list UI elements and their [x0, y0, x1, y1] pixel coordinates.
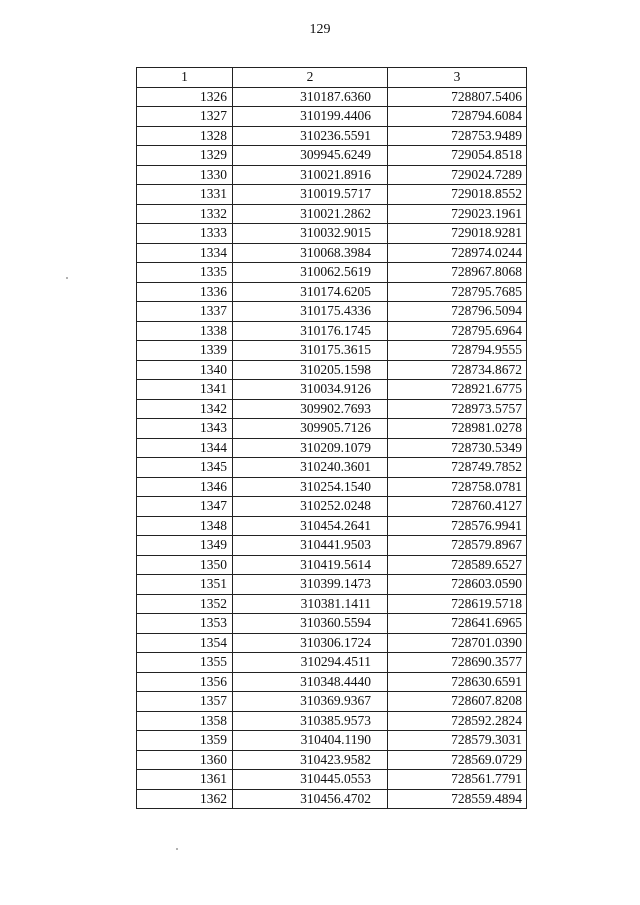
table-body — [137, 87, 527, 809]
x-coordinate-cell: 310456.4702 — [233, 789, 388, 809]
point-number-cell: 1358 — [137, 711, 233, 731]
y-coordinate-cell: 728579.8967 — [388, 536, 527, 556]
point-number-cell: 1352 — [137, 594, 233, 614]
table-row — [137, 224, 527, 244]
point-number-cell: 1342 — [137, 399, 233, 419]
table-row — [137, 516, 527, 536]
table-row — [137, 204, 527, 224]
table-row — [137, 653, 527, 673]
x-coordinate-cell: 310306.1724 — [233, 633, 388, 653]
x-coordinate-cell: 310445.0553 — [233, 770, 388, 790]
y-coordinate-cell: 728603.0590 — [388, 575, 527, 595]
point-number-cell: 1330 — [137, 165, 233, 185]
x-coordinate-cell: 310199.4406 — [233, 107, 388, 127]
y-coordinate-cell: 728794.6084 — [388, 107, 527, 127]
y-coordinate-cell: 728974.0244 — [388, 243, 527, 263]
y-coordinate-cell: 728760.4127 — [388, 497, 527, 517]
table-row — [137, 692, 527, 712]
table-row — [137, 302, 527, 322]
table-row — [137, 477, 527, 497]
table-row — [137, 458, 527, 478]
point-number-cell: 1350 — [137, 555, 233, 575]
y-coordinate-cell: 728973.5757 — [388, 399, 527, 419]
table-row — [137, 185, 527, 205]
table-row — [137, 594, 527, 614]
x-coordinate-cell: 310236.5591 — [233, 126, 388, 146]
y-coordinate-cell: 728796.5094 — [388, 302, 527, 322]
table-row — [137, 536, 527, 556]
table-row — [137, 341, 527, 361]
table-row — [137, 165, 527, 185]
x-coordinate-cell: 310381.1411 — [233, 594, 388, 614]
x-coordinate-cell: 309905.7126 — [233, 419, 388, 439]
table-row — [137, 107, 527, 127]
x-coordinate-cell: 310068.3984 — [233, 243, 388, 263]
point-number-cell: 1356 — [137, 672, 233, 692]
y-coordinate-cell: 729018.8552 — [388, 185, 527, 205]
y-coordinate-cell: 728753.9489 — [388, 126, 527, 146]
point-number-cell: 1327 — [137, 107, 233, 127]
column-header-1: 1 — [137, 68, 233, 88]
table-row — [137, 555, 527, 575]
table-header — [137, 68, 527, 88]
y-coordinate-cell: 728795.6964 — [388, 321, 527, 341]
y-coordinate-cell: 728807.5406 — [388, 87, 527, 107]
column-header-2: 2 — [233, 68, 388, 88]
point-number-cell: 1328 — [137, 126, 233, 146]
point-number-cell: 1329 — [137, 146, 233, 166]
x-coordinate-cell: 310419.5614 — [233, 555, 388, 575]
x-coordinate-cell: 310294.4511 — [233, 653, 388, 673]
x-coordinate-cell: 310348.4440 — [233, 672, 388, 692]
table-row — [137, 575, 527, 595]
point-number-cell: 1326 — [137, 87, 233, 107]
point-number-cell: 1335 — [137, 263, 233, 283]
x-coordinate-cell: 309945.6249 — [233, 146, 388, 166]
point-number-cell: 1361 — [137, 770, 233, 790]
y-coordinate-cell: 728579.3031 — [388, 731, 527, 751]
y-coordinate-cell: 728561.7791 — [388, 770, 527, 790]
scan-speck — [176, 848, 178, 850]
point-number-cell: 1357 — [137, 692, 233, 712]
point-number-cell: 1349 — [137, 536, 233, 556]
x-coordinate-cell: 310441.9503 — [233, 536, 388, 556]
y-coordinate-cell: 728619.5718 — [388, 594, 527, 614]
point-number-cell: 1334 — [137, 243, 233, 263]
table-row — [137, 497, 527, 517]
table-row — [137, 321, 527, 341]
y-coordinate-cell: 728981.0278 — [388, 419, 527, 439]
y-coordinate-cell: 728730.5349 — [388, 438, 527, 458]
x-coordinate-cell: 310454.2641 — [233, 516, 388, 536]
x-coordinate-cell: 310032.9015 — [233, 224, 388, 244]
x-coordinate-cell: 310423.9582 — [233, 750, 388, 770]
y-coordinate-cell: 728641.6965 — [388, 614, 527, 634]
y-coordinate-cell: 728734.8672 — [388, 360, 527, 380]
point-number-cell: 1331 — [137, 185, 233, 205]
y-coordinate-cell: 729024.7289 — [388, 165, 527, 185]
table-row — [137, 87, 527, 107]
point-number-cell: 1348 — [137, 516, 233, 536]
point-number-cell: 1354 — [137, 633, 233, 653]
y-coordinate-cell: 728795.7685 — [388, 282, 527, 302]
point-number-cell: 1343 — [137, 419, 233, 439]
y-coordinate-cell: 729054.8518 — [388, 146, 527, 166]
header-row — [137, 68, 527, 88]
table-row — [137, 789, 527, 809]
y-coordinate-cell: 728576.9941 — [388, 516, 527, 536]
table-row — [137, 633, 527, 653]
y-coordinate-cell: 728589.6527 — [388, 555, 527, 575]
point-number-cell: 1362 — [137, 789, 233, 809]
point-number-cell: 1344 — [137, 438, 233, 458]
x-coordinate-cell: 310021.2862 — [233, 204, 388, 224]
table-row — [137, 126, 527, 146]
y-coordinate-cell: 728701.0390 — [388, 633, 527, 653]
table-row — [137, 263, 527, 283]
coordinates-table — [136, 67, 527, 809]
table-row — [137, 770, 527, 790]
column-header-3: 3 — [388, 68, 527, 88]
table-row — [137, 380, 527, 400]
page-number: 129 — [309, 22, 331, 37]
point-number-cell: 1353 — [137, 614, 233, 634]
x-coordinate-cell: 310254.1540 — [233, 477, 388, 497]
x-coordinate-cell: 310252.0248 — [233, 497, 388, 517]
x-coordinate-cell: 310187.6360 — [233, 87, 388, 107]
point-number-cell: 1336 — [137, 282, 233, 302]
table-row — [137, 438, 527, 458]
table-row — [137, 750, 527, 770]
table-row — [137, 360, 527, 380]
point-number-cell: 1333 — [137, 224, 233, 244]
y-coordinate-cell: 728749.7852 — [388, 458, 527, 478]
scan-speck — [66, 277, 68, 279]
y-coordinate-cell: 728921.6775 — [388, 380, 527, 400]
x-coordinate-cell: 310034.9126 — [233, 380, 388, 400]
x-coordinate-cell: 310209.1079 — [233, 438, 388, 458]
table-row — [137, 419, 527, 439]
x-coordinate-cell: 310021.8916 — [233, 165, 388, 185]
point-number-cell: 1351 — [137, 575, 233, 595]
table-row — [137, 243, 527, 263]
point-number-cell: 1346 — [137, 477, 233, 497]
table-row — [137, 711, 527, 731]
y-coordinate-cell: 728630.6591 — [388, 672, 527, 692]
x-coordinate-cell: 310385.9573 — [233, 711, 388, 731]
table-row — [137, 282, 527, 302]
y-coordinate-cell: 728758.0781 — [388, 477, 527, 497]
point-number-cell: 1359 — [137, 731, 233, 751]
x-coordinate-cell: 310175.4336 — [233, 302, 388, 322]
x-coordinate-cell: 310205.1598 — [233, 360, 388, 380]
y-coordinate-cell: 728592.2824 — [388, 711, 527, 731]
point-number-cell: 1337 — [137, 302, 233, 322]
y-coordinate-cell: 728559.4894 — [388, 789, 527, 809]
y-coordinate-cell: 728967.8068 — [388, 263, 527, 283]
x-coordinate-cell: 310174.6205 — [233, 282, 388, 302]
x-coordinate-cell: 310019.5717 — [233, 185, 388, 205]
x-coordinate-cell: 310240.3601 — [233, 458, 388, 478]
y-coordinate-cell: 728569.0729 — [388, 750, 527, 770]
point-number-cell: 1345 — [137, 458, 233, 478]
y-coordinate-cell: 728690.3577 — [388, 653, 527, 673]
x-coordinate-cell: 309902.7693 — [233, 399, 388, 419]
point-number-cell: 1360 — [137, 750, 233, 770]
point-number-cell: 1332 — [137, 204, 233, 224]
x-coordinate-cell: 310360.5594 — [233, 614, 388, 634]
table-row — [137, 614, 527, 634]
y-coordinate-cell: 729018.9281 — [388, 224, 527, 244]
point-number-cell: 1347 — [137, 497, 233, 517]
x-coordinate-cell: 310404.1190 — [233, 731, 388, 751]
y-coordinate-cell: 729023.1961 — [388, 204, 527, 224]
point-number-cell: 1339 — [137, 341, 233, 361]
table-row — [137, 731, 527, 751]
y-coordinate-cell: 728607.8208 — [388, 692, 527, 712]
x-coordinate-cell: 310369.9367 — [233, 692, 388, 712]
x-coordinate-cell: 310176.1745 — [233, 321, 388, 341]
table-row — [137, 399, 527, 419]
table-row — [137, 672, 527, 692]
x-coordinate-cell: 310399.1473 — [233, 575, 388, 595]
x-coordinate-cell: 310062.5619 — [233, 263, 388, 283]
x-coordinate-cell: 310175.3615 — [233, 341, 388, 361]
point-number-cell: 1355 — [137, 653, 233, 673]
y-coordinate-cell: 728794.9555 — [388, 341, 527, 361]
point-number-cell: 1341 — [137, 380, 233, 400]
point-number-cell: 1338 — [137, 321, 233, 341]
table-row — [137, 146, 527, 166]
point-number-cell: 1340 — [137, 360, 233, 380]
